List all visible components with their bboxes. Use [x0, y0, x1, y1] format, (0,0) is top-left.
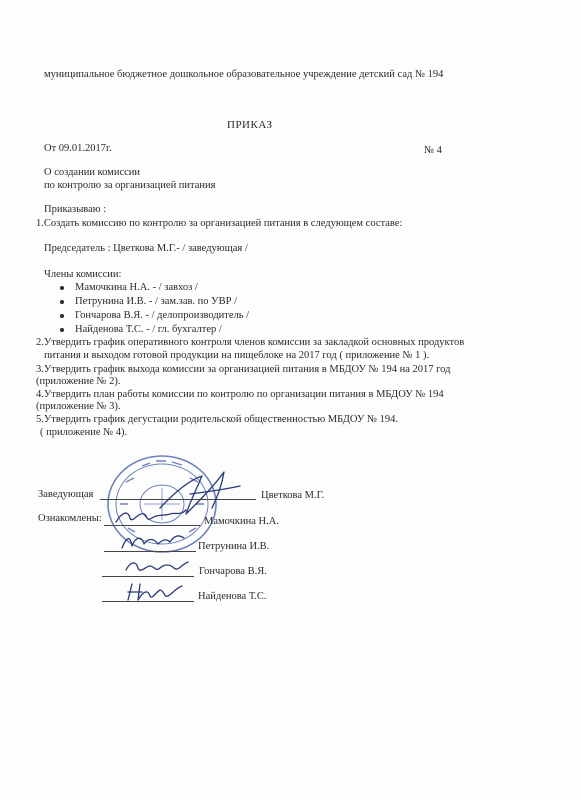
bullet-icon	[60, 314, 64, 318]
bullet-icon	[60, 286, 64, 290]
acquainted-label: Ознакомлены:	[38, 513, 102, 524]
signature-3	[116, 554, 196, 580]
signature-1	[110, 504, 190, 530]
order-item-3-line-2: (приложение № 2).	[36, 376, 121, 387]
member-item: Мамочкина Н.А. - / завхоз /	[75, 282, 198, 293]
chairman-line: Председатель : Цветкова М.Г.- / заведующая /	[44, 243, 248, 254]
order-item-5-line-2: ( приложение № 4).	[40, 427, 128, 438]
member-item: Найденова Т.С. - / гл. бухгалтер /	[75, 324, 222, 335]
bullet-icon	[60, 328, 64, 332]
signature-2	[114, 528, 194, 554]
order-item-1: 1.Создать комиссию по контролю за организацией питания в следующем составе:	[36, 218, 403, 229]
order-subject-line-2: по контролю за организацией питания	[44, 180, 216, 191]
acquaintance-name: Найденова Т.С.	[198, 591, 267, 602]
institution-header: муниципальное бюджетное дошкольное образовательное учреждение детский сад № 194	[44, 69, 444, 80]
order-item-4-line-1: 4.Утвердить план работы комиссии по контролю по организации питания в МБДОУ № 194	[36, 389, 444, 400]
head-label: Заведующая	[38, 489, 94, 500]
member-item: Петрунина И.В. - / зам.зав. по УВР /	[75, 296, 237, 307]
order-item-3-line-1: 3.Утвердить график выхода комиссии за организацией питания в МБДОУ № 194 на 2017 год	[36, 364, 451, 375]
head-name: Цветкова М.Г.	[261, 490, 325, 501]
members-label: Члены комиссии:	[44, 269, 122, 280]
order-date: От 09.01.2017г.	[44, 143, 112, 154]
order-word: Приказываю :	[44, 204, 107, 215]
acquaintance-name: Петрунина И.В.	[198, 541, 270, 552]
bullet-icon	[60, 300, 64, 304]
acquaintance-name: Гончарова В.Я.	[199, 566, 267, 577]
order-item-4-line-2: (приложение № 3).	[36, 401, 121, 412]
order-item-2-line-1: 2.Утвердить график оперативного контроля членов комиссии за закладкой основных продуктов	[36, 337, 465, 348]
acquaintance-name: Мамочкина Н.А.	[204, 516, 279, 527]
document-title: ПРИКАЗ	[227, 119, 273, 131]
member-item: Гончарова В.Я. - / делопроизводитель /	[75, 310, 250, 321]
order-item-2-line-2: питания и выходом готовой продукции на пищеблоке на 2017 год ( приложение № 1 ).	[44, 350, 430, 361]
order-subject-line-1: О создании комиссии	[44, 167, 141, 178]
signature-4	[116, 578, 196, 606]
order-number: № 4	[424, 145, 442, 156]
order-item-5-line-1: 5.Утвердить график дегустации родительской общественностью МБДОУ № 194.	[36, 414, 398, 425]
